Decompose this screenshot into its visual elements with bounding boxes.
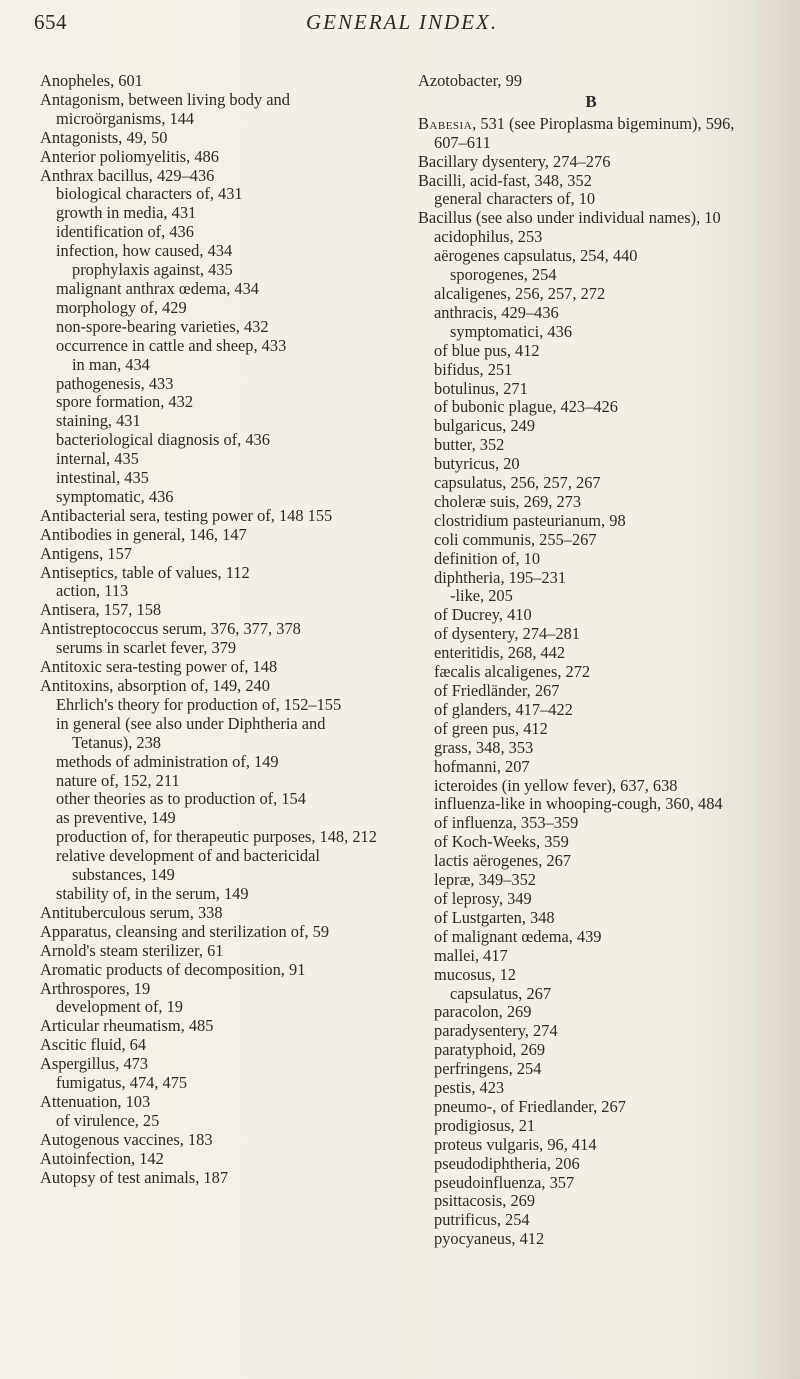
index-subentry: as preventive, 149 [56,808,176,828]
index-subentry: stability of, in the serum, 149 [56,883,249,903]
index-entry: Arnold's steam sterilizer, 61 [40,940,224,960]
index-subentry: pyocyaneus, 412 [434,1229,545,1249]
index-subentry: paratyphoid, 269 [434,1040,546,1060]
index-subentry: capsulatus, 267 [450,983,552,1003]
index-subentry: infection, how caused, 434 [56,241,233,261]
index-subentry: staining, 431 [56,411,141,431]
index-subentry: malignant anthrax œdema, 434 [56,278,260,298]
index-subentry: pseudodiphtheria, 206 [434,1153,580,1173]
index-subentry: perfringens, 254 [434,1059,542,1079]
index-entry: Antibodies in general, 146, 147 [40,524,247,544]
index-subentry: nature of, 152, 211 [56,770,180,790]
index-entry: Aromatic products of decomposition, 91 [40,959,306,979]
index-subentry: general characters of, 10 [434,189,596,209]
index-entry: Antitoxic sera-testing power of, 148 [40,657,278,677]
index-subentry: psittacosis, 269 [434,1191,536,1211]
index-subentry: production of, for therapeutic purposes, 148, 212 [56,827,377,847]
running-title: GENERAL INDEX. [306,10,499,34]
index-entry: Antituberculous serum, 338 [40,902,223,922]
index-subentry: icteroides (in yellow fever), 637, 638 [434,775,678,795]
index-subentry: pathogenesis, 433 [56,373,174,393]
index-entry: Antagonists, 49, 50 [40,127,168,147]
index-subentry: biological characters of, 431 [56,184,243,204]
index-subentry: coli communis, 255–267 [434,529,597,549]
index-entry: Autoinfection, 142 [40,1148,164,1168]
index-subentry: morphology of, 429 [56,297,187,317]
index-entry: Bacillary dysentery, 274–276 [418,151,611,171]
index-subentry: of blue pus, 412 [434,340,540,360]
index-subentry: proteus vulgaris, 96, 414 [434,1134,597,1154]
index-subentry: pneumo-, of Friedlander, 267 [434,1096,626,1116]
index-subentry: identification of, 436 [56,222,194,242]
page-header [34,10,754,44]
index-entry: Arthrospores, 19 [40,978,151,998]
index-subentry: capsulatus, 256, 257, 267 [434,473,601,493]
index-subentry: of leprosy, 349 [434,888,532,908]
index-subentry: diphtheria, 195–231 [434,567,567,587]
index-subentry: sporogenes, 254 [450,265,557,285]
index-subentry: enteritidis, 268, 442 [434,643,566,663]
index-entry: Autogenous vaccines, 183 [40,1129,213,1149]
index-entry: Antigens, 157 [40,543,132,563]
index-subentry: lactis aërogenes, 267 [434,851,571,871]
index-subentry: in general (see also under Diphtheria and Tetanus), 238 [56,713,326,752]
index-subentry: choleræ suis, 269, 273 [434,491,582,511]
index-subentry: of influenza, 353–359 [434,813,579,833]
index-subentry: hofmanni, 207 [434,756,530,776]
index-subentry: butter, 352 [434,435,505,455]
index-subentry: of glanders, 417–422 [434,699,573,719]
index-entry: Autopsy of test animals, 187 [40,1167,229,1187]
index-subentry: action, 113 [56,581,129,601]
index-entry: Anthrax bacillus, 429–436 [40,165,215,185]
index-subentry: development of, 19 [56,997,183,1017]
index-entry: Articular rheumatism, 485 [40,1016,214,1036]
index-subentry: mallei, 417 [434,945,508,965]
index-entry: Aspergillus, 473 [40,1054,149,1074]
index-entry: Anterior poliomyelitis, 486 [40,146,219,166]
index-entry: Antistreptococcus serum, 376, 377, 378 [40,619,301,639]
index-entry: Babesia, 531 (see Piroplasma bigeminum), 596, 607–611 [418,113,735,152]
index-entry: Antisera, 157, 158 [40,600,162,620]
index-subentry: of Friedländer, 267 [434,681,560,700]
index-subentry: influenza-like in whooping-cough, 360, 484 [434,794,723,814]
index-subentry: paradysentery, 274 [434,1021,558,1041]
index-subentry: mucosus, 12 [434,964,516,984]
index-subentry: fæcalis alcaligenes, 272 [434,662,591,682]
index-subentry: botulinus, 271 [434,378,528,398]
index-subentry: bifidus, 251 [434,359,513,379]
index-entry: Antibacterial sera, testing power of, 148 155 [40,505,333,525]
index-column-right [418,72,764,1249]
index-subentry: growth in media, 431 [56,203,197,223]
index-subentry: putrificus, 254 [434,1210,530,1230]
index-entry: Antagonism, between living body and microörganisms, 144 [40,89,290,128]
page-number: 654 [34,10,67,34]
index-subentry: of Lustgarten, 348 [434,907,555,927]
index-subentry: paracolon, 269 [434,1002,532,1022]
index-subentry: other theories as to production of, 154 [56,789,306,809]
index-entry: Attenuation, 103 [40,1091,151,1111]
index-entry: Azotobacter, 99 [418,71,523,90]
index-subentry: pestis, 423 [434,1078,505,1098]
index-subentry: in man, 434 [72,354,150,374]
index-subentry: -like, 205 [450,586,513,606]
index-subentry: alcaligenes, 256, 257, 272 [434,283,606,303]
index-subentry: intestinal, 435 [56,468,149,488]
index-subentry: serums in scarlet fever, 379 [56,638,237,658]
index-subentry: Ehrlich's theory for production of, 152–155 [56,694,342,714]
index-entry: Anopheles, 601 [40,71,143,90]
index-subentry: butyricus, 20 [434,454,520,474]
index-subentry: bacteriological diagnosis of, 436 [56,430,270,450]
index-subentry: methods of administration of, 149 [56,751,279,771]
index-subentry: grass, 348, 353 [434,737,534,757]
index-subentry: of bubonic plague, 423–426 [434,397,618,417]
index-entry: Ascitic fluid, 64 [40,1035,147,1055]
index-subentry: spore formation, 432 [56,392,194,412]
index-entry: Antitoxins, absorption of, 149, 240 [40,676,270,695]
index-column-left [40,72,386,1187]
index-subentry: of Ducrey, 410 [434,605,532,625]
index-entry: Bacilli, acid-fast, 348, 352 [418,170,592,190]
index-subentry: internal, 435 [56,449,139,469]
index-subentry: symptomatic, 436 [56,486,174,506]
index-entry: Apparatus, cleansing and sterilization of, 59 [40,921,330,941]
index-entry: Bacillus (see also under individual names), 10 [418,208,721,228]
index-subentry: lepræ, 349–352 [434,870,536,890]
index-subentry: symptomatici, 436 [450,321,573,341]
index-subentry: of Koch-Weeks, 359 [434,832,569,852]
index-subentry: clostridium pasteurianum, 98 [434,510,626,530]
index-subentry: of green pus, 412 [434,718,548,738]
index-subentry: prophylaxis against, 435 [72,260,233,280]
index-subentry: aërogenes capsulatus, 254, 440 [434,246,638,266]
index-subentry: relative development of and bactericidal substances, 149 [56,846,320,885]
index-subentry: anthracis, 429–436 [434,302,559,322]
index-subentry: of dysentery, 274–281 [434,624,580,644]
index-subentry: definition of, 10 [434,548,541,568]
index-subentry: prodigiosus, 21 [434,1115,536,1135]
index-subentry: bulgaricus, 249 [434,416,536,436]
index-subentry: non-spore-bearing varieties, 432 [56,316,269,336]
index-subentry: occurrence in cattle and sheep, 433 [56,335,287,355]
index-subentry: of malignant œdema, 439 [434,926,602,946]
index-entry: Antiseptics, table of values, 112 [40,562,250,582]
index-subentry: pseudoinfluenza, 357 [434,1172,575,1192]
section-letter: B [585,91,597,111]
index-subentry: acidophilus, 253 [434,227,543,247]
index-subentry: fumigatus, 474, 475 [56,1073,188,1093]
index-subentry: of virulence, 25 [56,1110,160,1130]
